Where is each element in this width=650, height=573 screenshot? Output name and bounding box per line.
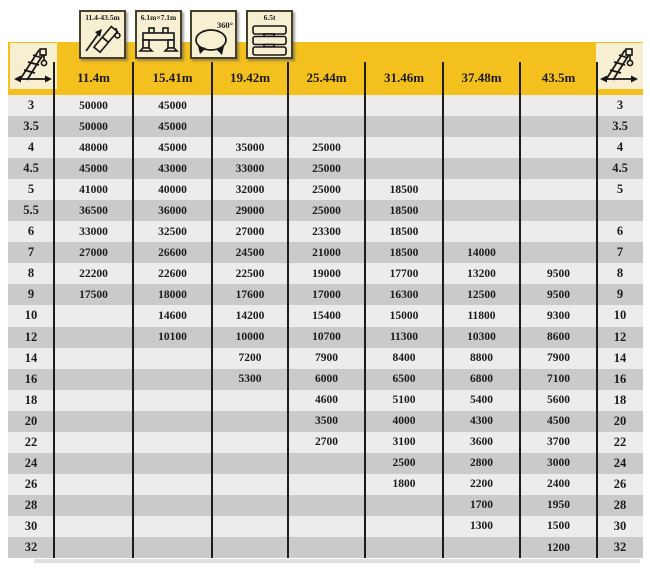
table-row [8,474,643,495]
load-value: 1200 [547,541,570,554]
table-row [8,284,643,305]
column-separator [53,62,55,558]
table-row [8,453,643,474]
load-value: 6500 [392,373,416,386]
column-separator [519,62,521,558]
table-row [8,348,643,369]
load-value: 36500 [79,204,108,217]
load-value [365,537,443,558]
table-row [8,537,643,558]
load-value: 6800 [470,373,493,386]
column-separator [287,62,289,558]
load-value [443,137,520,158]
load-value: 8400 [392,352,416,365]
load-value: 7900 [315,352,338,365]
load-value: 11800 [467,309,496,322]
table-body [8,95,643,558]
load-value: 4600 [315,394,338,407]
load-value [54,327,133,348]
load-value: 17000 [312,288,341,301]
load-value: 7100 [547,373,570,386]
load-value: 21000 [312,246,341,259]
load-value: 2400 [547,478,570,491]
load-value: 9500 [547,288,570,301]
column-separator [596,62,598,558]
load-value [212,537,288,558]
outrigger-span-label: 6.1m×7.1m [140,13,177,22]
load-value: 48000 [79,141,108,154]
load-value: 32500 [158,225,187,238]
load-value [520,95,597,116]
column-header: 43.5m [541,69,576,85]
load-value [443,221,520,242]
column-header: 37.48m [461,69,502,85]
load-value: 10300 [467,331,496,344]
load-value [520,158,597,179]
load-value [212,432,288,453]
load-value: 14600 [158,309,187,322]
load-value [212,453,288,474]
load-value: 18500 [389,183,419,196]
load-value [443,158,520,179]
load-value: 17500 [79,288,108,301]
radius-label-left: 26 [24,476,38,491]
load-value [520,116,597,137]
load-value: 5400 [470,394,493,407]
radius-label-left: 24 [24,455,38,470]
load-value [212,116,288,137]
column-header: 31.46m [383,69,425,85]
radius-label-right: 28 [613,497,627,512]
load-value: 3600 [470,436,493,449]
radius-label-right: 3.5 [612,119,628,134]
load-value: 17700 [389,267,419,280]
load-value [288,537,365,558]
load-value [443,116,520,137]
load-value [54,369,133,390]
load-value [288,95,365,116]
load-value: 33000 [235,162,265,175]
radius-label-right: 22 [613,434,627,449]
radius-label-right: 3 [616,98,624,113]
radius-label-left: 14 [24,350,38,365]
load-value: 15000 [389,309,419,322]
radius-label-right: 9 [616,287,624,302]
load-value [443,200,520,221]
table-row [8,221,643,242]
load-value: 1700 [470,499,493,512]
spec-box-counterweight [246,10,293,59]
load-value: 1950 [547,499,570,512]
load-value: 1300 [470,520,493,533]
load-value [54,495,133,516]
table-row [8,305,643,326]
table-row [8,327,643,348]
table-row [8,137,643,158]
load-value: 3500 [315,415,338,428]
radius-label-left: 6 [27,224,35,239]
table-row [8,516,643,537]
load-value [212,390,288,411]
load-value: 2700 [315,436,338,449]
load-value [133,348,212,369]
radius-label-right: 6 [616,224,624,239]
load-value: 8600 [547,331,570,344]
load-value [365,137,443,158]
spec-box-boom-range [79,10,126,59]
load-value [520,242,597,263]
radius-label-left: 30 [24,518,38,533]
load-value [212,474,288,495]
load-value [520,137,597,158]
table-row [8,200,643,221]
load-value: 2800 [470,457,493,470]
radius-label-left: 32 [24,540,38,554]
radius-label-left: 3.5 [23,119,39,134]
boom-range-icon [81,22,124,56]
load-value: 4000 [392,415,416,428]
load-value: 45000 [158,120,187,133]
table-row [8,95,643,116]
load-value: 14200 [235,309,265,322]
outrigger-span-icon [137,22,180,56]
column-separator [132,62,134,558]
radius-label-left: 16 [24,371,38,386]
load-value: 4500 [547,415,570,428]
load-value [288,116,365,137]
load-value: 41000 [79,183,108,196]
load-value: 22600 [158,267,187,280]
radius-label-right: 8 [616,266,624,281]
load-value [212,516,288,537]
radius-label-right: 30 [613,518,627,533]
table-row [8,179,643,200]
radius-crane-icon [10,43,57,89]
load-value: 14000 [467,246,496,259]
load-value: 2200 [470,478,493,491]
load-value: 3700 [547,436,570,449]
radius-label-right [597,200,643,221]
load-value: 45000 [79,162,108,175]
load-value: 12500 [467,288,496,301]
table-row [8,116,643,137]
column-separator [442,62,444,558]
column-separator [211,62,213,558]
load-value: 27000 [235,225,265,238]
load-value [520,221,597,242]
load-value [288,516,365,537]
load-value: 22500 [235,267,265,280]
load-value [212,411,288,432]
column-header: 25.44m [306,69,347,85]
load-value: 43000 [158,162,187,175]
load-value: 17600 [235,288,265,301]
counterweight-label: 6.5t [263,13,276,22]
load-value: 5600 [547,394,570,407]
counterweight-icon [248,22,291,56]
column-header: 19.42m [229,69,271,85]
load-value: 7900 [547,352,570,365]
load-value: 8800 [470,352,493,365]
load-value [133,432,212,453]
table-row [8,158,643,179]
load-value [54,453,133,474]
column-header: 15.41m [152,69,193,85]
load-value [133,390,212,411]
radius-label-right: 7 [616,245,624,260]
radius-label-right: 4.5 [612,161,628,176]
radius-label-left: 28 [24,497,38,512]
load-value: 11300 [389,331,419,344]
column-separator [364,62,366,558]
load-value: 25000 [312,183,341,196]
table-row [8,242,643,263]
table-row [8,432,643,453]
table-row [8,369,643,390]
load-value: 25000 [312,141,341,154]
load-value: 2500 [392,457,416,470]
radius-label-right: 26 [613,476,627,491]
load-value: 3100 [392,436,416,449]
load-value [133,495,212,516]
load-value [288,495,365,516]
load-value: 45000 [158,141,187,154]
load-value [443,537,520,558]
column-headers [54,60,597,95]
load-value [54,348,133,369]
radius-label-left: 5.5 [23,203,39,218]
load-value [133,516,212,537]
radius-label-left: 4.5 [23,161,39,176]
load-value [520,200,597,221]
radius-crane-box-left [10,43,57,89]
load-value: 32000 [235,183,265,196]
radius-label-right: 10 [613,308,627,323]
load-value [133,411,212,432]
load-value: 25000 [312,204,341,217]
rotation-label: 360° [216,20,233,30]
load-value [365,95,443,116]
spec-box-rotation [190,10,237,59]
load-value: 4300 [470,415,493,428]
table-bottom-shadow [34,559,640,563]
radius-label-left: 12 [24,329,38,344]
load-value: 9300 [547,309,570,322]
load-value: 18500 [389,246,419,259]
load-value [54,516,133,537]
load-value: 9500 [547,267,570,280]
load-value: 5300 [238,373,262,386]
load-value [365,116,443,137]
load-value: 36000 [158,204,187,217]
radius-crane-box-right [596,43,643,89]
load-value: 10700 [312,331,341,344]
load-value [520,179,597,200]
load-value [133,537,212,558]
load-value: 24500 [235,246,265,259]
load-value: 45000 [158,99,187,112]
radius-label-left: 20 [24,413,38,428]
load-value: 26600 [158,246,187,259]
load-value: 18500 [389,204,419,217]
boom-range-label: 11.4-43.5m [85,13,120,22]
load-value: 40000 [158,183,187,196]
radius-label-right: 5 [616,182,624,197]
radius-label-right: 24 [613,455,627,470]
load-value: 33000 [79,225,108,238]
load-value [212,495,288,516]
radius-label-left: 8 [27,266,35,281]
load-value: 6000 [315,373,338,386]
load-value: 18500 [389,225,419,238]
load-value: 1500 [547,520,570,533]
radius-label-left: 10 [24,308,38,323]
load-value [288,453,365,474]
load-value: 27000 [79,246,108,259]
load-value: 25000 [312,162,341,175]
load-value [365,516,443,537]
load-value [54,390,133,411]
load-value [133,474,212,495]
radius-label-right: 18 [613,392,627,407]
load-value [288,474,365,495]
radius-label-right: 20 [613,413,627,428]
radius-label-right: 32 [613,540,627,554]
radius-label-right: 14 [613,350,627,365]
radius-label-left: 18 [24,392,38,407]
load-value [443,179,520,200]
load-value: 5100 [392,394,416,407]
load-value: 13200 [467,267,496,280]
load-value: 50000 [79,120,108,133]
load-value: 10100 [158,331,187,344]
load-value: 22200 [79,267,108,280]
radius-label-left: 4 [27,140,35,155]
radius-label-left: 9 [27,287,35,302]
load-value [54,411,133,432]
load-value [212,95,288,116]
load-value [365,158,443,179]
load-value: 50000 [79,99,108,112]
table-row [8,263,643,284]
load-value: 29000 [235,204,265,217]
radius-label-left: 3 [27,98,35,113]
spec-box-outrigger [135,10,182,59]
load-value: 1800 [392,478,416,491]
radius-label-left: 22 [24,434,38,449]
load-value: 7200 [238,352,262,365]
table-row [8,495,643,516]
radius-label-right: 16 [613,371,627,386]
column-header: 11.4m [77,69,110,85]
load-value [443,95,520,116]
load-value: 19000 [312,267,341,280]
load-value: 15400 [312,309,341,322]
load-value: 23300 [312,225,341,238]
rotation-icon [192,12,235,57]
table-row [8,390,643,411]
load-value [54,474,133,495]
load-value [365,495,443,516]
radius-label-right: 4 [616,140,624,155]
load-value [54,305,133,326]
load-value: 18000 [158,288,187,301]
load-value [54,432,133,453]
load-value: 3000 [547,457,570,470]
radius-crane-icon [596,43,643,89]
load-value [133,369,212,390]
load-value [54,537,133,558]
load-value: 10000 [235,331,265,344]
radius-label-left: 7 [27,245,35,260]
load-value: 35000 [235,141,265,154]
table-row [8,411,643,432]
radius-label-left: 5 [27,182,35,197]
load-value: 16300 [389,288,419,301]
load-value [133,453,212,474]
radius-label-right: 12 [613,329,627,344]
